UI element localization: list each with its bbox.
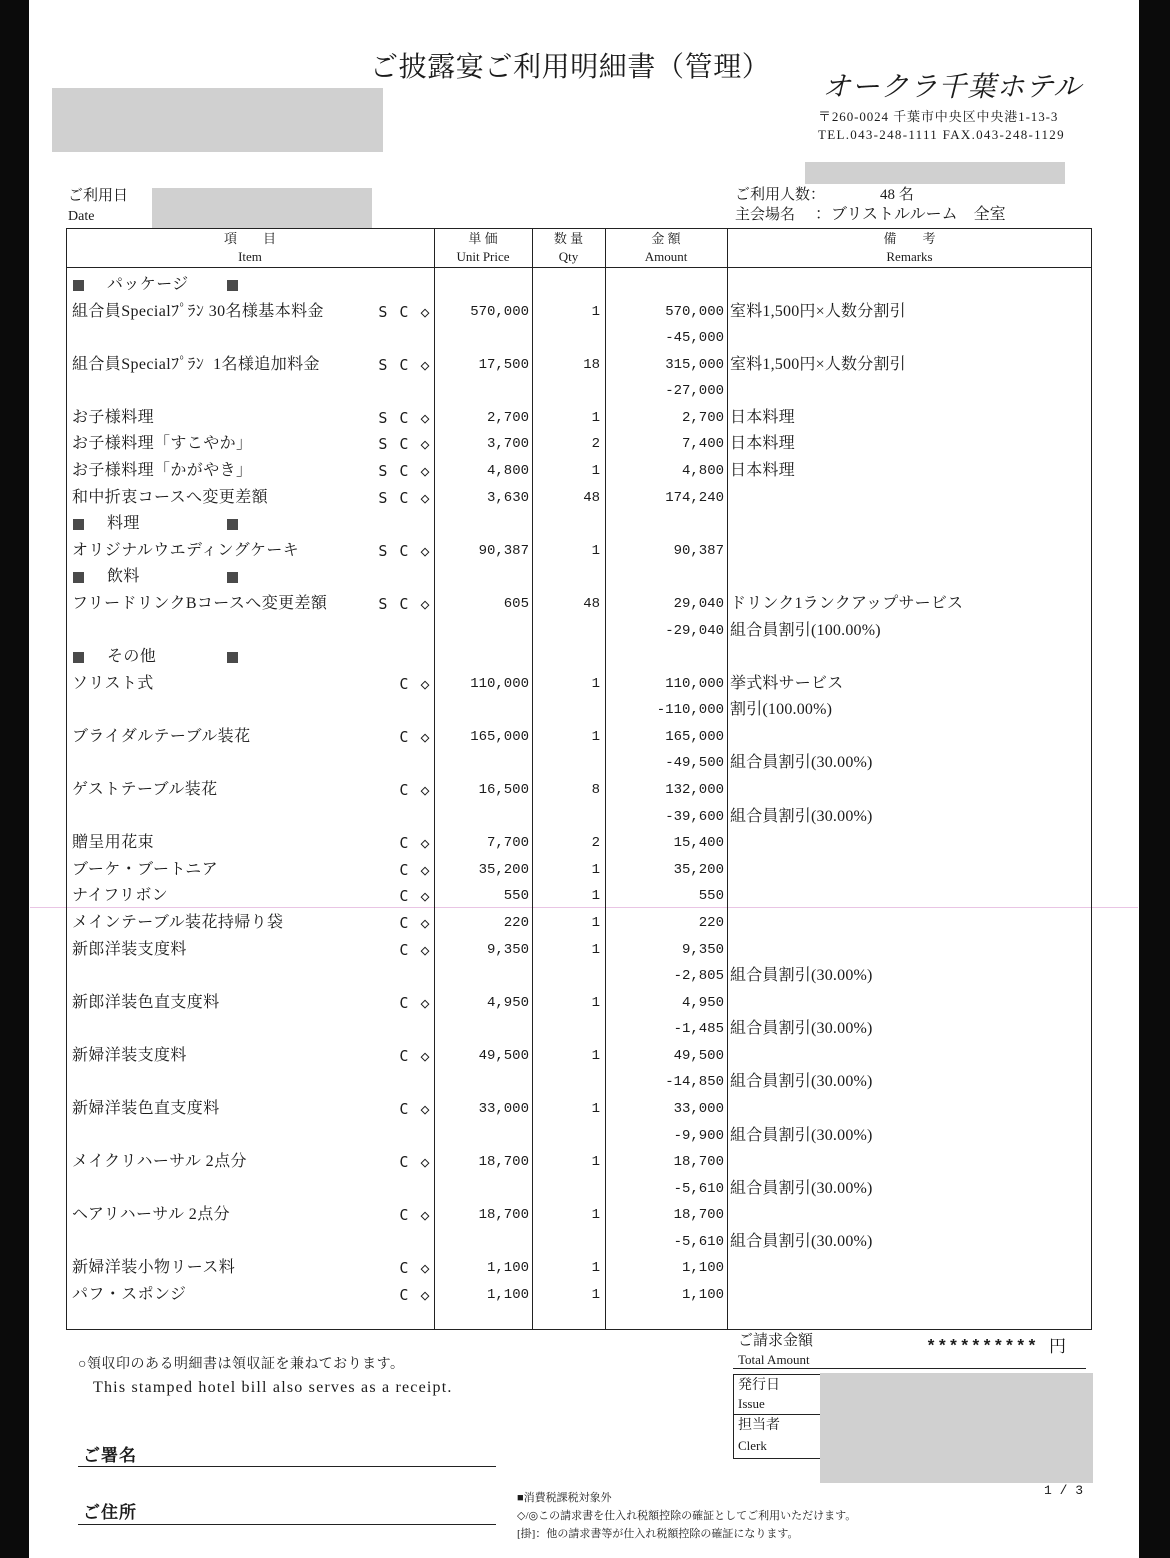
amount: 570,000 xyxy=(665,303,724,320)
discount-amount: -110,000 xyxy=(656,702,724,719)
total-label-ja: ご請求金額 xyxy=(738,1333,814,1349)
table-row xyxy=(0,990,1170,1017)
address-label: ご住所 xyxy=(83,1503,137,1522)
table-row xyxy=(0,857,1170,884)
section-marker-icon xyxy=(227,652,238,663)
discount-amount: -49,500 xyxy=(665,755,724,772)
unit-price: 49,500 xyxy=(478,1047,529,1064)
tax-code: C ◇ xyxy=(399,781,431,800)
discount-remarks: 組合員割引(30.00%) xyxy=(730,1020,873,1038)
venue-value: ：ブリストルルーム 全室 xyxy=(815,206,1006,223)
discount-remarks: 組合員割引(30.00%) xyxy=(730,1232,873,1250)
discount-amount: -29,040 xyxy=(665,622,724,639)
hotel-logo: オークラ千葉ホテル xyxy=(820,72,1089,103)
tax-code: S C ◇ xyxy=(378,594,431,613)
section-title: 飲料 xyxy=(107,568,140,586)
tax-code: S C ◇ xyxy=(378,488,431,507)
section-header-row xyxy=(0,564,1170,591)
discount-amount: -39,600 xyxy=(665,808,724,825)
receipt-note-en: This stamped hotel bill also serves as a receipt. xyxy=(93,1379,453,1396)
quantity: 1 xyxy=(591,1154,600,1171)
clerk-label-ja: 担当者 xyxy=(738,1418,780,1433)
quantity: 1 xyxy=(591,888,600,905)
section-title: その他 xyxy=(107,648,157,666)
discount-row xyxy=(0,325,1170,352)
hotel-address: 〒260-0024 千葉市中央区中央港1-13-3 xyxy=(818,109,1059,124)
item-name: ナイフリボン xyxy=(72,887,169,905)
unit-price: 550 xyxy=(503,888,529,905)
discount-amount: -27,000 xyxy=(665,383,724,400)
item-name: 贈呈用花束 xyxy=(72,834,155,852)
item-name: 新婦洋装小物リース料 xyxy=(72,1259,236,1277)
table-row xyxy=(0,458,1170,485)
tax-code: S C ◇ xyxy=(378,435,431,454)
unit-price: 3,700 xyxy=(486,436,529,453)
total-label-en: Total Amount xyxy=(738,1352,810,1367)
table-row xyxy=(0,1202,1170,1229)
table-row xyxy=(0,1149,1170,1176)
tax-code: C ◇ xyxy=(399,834,431,853)
section-marker-icon xyxy=(73,652,84,663)
page-number: 1 / 3 xyxy=(1044,1483,1084,1498)
tax-code: C ◇ xyxy=(399,727,431,746)
unit-price: 110,000 xyxy=(470,675,529,692)
tax-code: C ◇ xyxy=(399,1046,431,1065)
discount-row xyxy=(0,804,1170,831)
quantity: 1 xyxy=(591,1287,600,1304)
footnote: ◇/◎この請求書を仕入れ税額控除の確証としてご利用いただけます。 xyxy=(517,1510,857,1522)
tax-code: C ◇ xyxy=(399,860,431,879)
tax-code: C ◇ xyxy=(399,1206,431,1225)
amount: 110,000 xyxy=(665,675,724,692)
section-marker-icon xyxy=(73,572,84,583)
remarks: 挙式料サービス xyxy=(730,674,844,692)
unit-price: 570,000 xyxy=(470,303,529,320)
amount: 4,950 xyxy=(681,994,724,1011)
item-name: 組合員Specialﾌﾟﾗﾝ 30名様基本料金 xyxy=(72,302,324,320)
footnote: ■消費税課税対象外 xyxy=(517,1492,612,1504)
tax-code: C ◇ xyxy=(399,1099,431,1118)
discount-remarks: 組合員割引(30.00%) xyxy=(730,1179,873,1197)
table-row xyxy=(0,724,1170,751)
quantity: 1 xyxy=(591,303,600,320)
item-name: メインテーブル装花持帰り袋 xyxy=(72,913,284,931)
quantity: 1 xyxy=(591,409,600,426)
amount: 1,100 xyxy=(681,1287,724,1304)
discount-amount: -5,610 xyxy=(673,1233,724,1250)
unit-price: 7,700 xyxy=(486,835,529,852)
table-row xyxy=(0,910,1170,937)
section-marker-icon xyxy=(227,519,238,530)
quantity: 1 xyxy=(591,861,600,878)
column-header-item-en: Item xyxy=(238,249,262,264)
amount: 315,000 xyxy=(665,356,724,373)
discount-remarks: 割引(100.00%) xyxy=(730,701,833,719)
amount: 132,000 xyxy=(665,782,724,799)
discount-remarks: 組合員割引(30.00%) xyxy=(730,1126,873,1144)
quantity: 2 xyxy=(591,835,600,852)
table-row xyxy=(0,405,1170,432)
venue-label: 主会場名 xyxy=(735,207,796,223)
unit-price: 4,950 xyxy=(486,994,529,1011)
quantity: 1 xyxy=(591,463,600,480)
discount-remarks: 組合員割引(30.00%) xyxy=(730,807,873,825)
table-body xyxy=(0,272,1170,1312)
amount: 18,700 xyxy=(673,1207,724,1224)
tax-code: S C ◇ xyxy=(378,462,431,481)
item-name: お子様料理「すこやか」 xyxy=(72,435,253,453)
tax-code: C ◇ xyxy=(399,1153,431,1172)
quantity: 1 xyxy=(591,941,600,958)
section-header-row xyxy=(0,272,1170,299)
tax-code: C ◇ xyxy=(399,913,431,932)
quantity: 1 xyxy=(591,675,600,692)
remarks: 室料1,500円×人数分割引 xyxy=(730,355,906,373)
signature-line xyxy=(78,1466,496,1467)
discount-amount: -14,850 xyxy=(665,1074,724,1091)
quantity: 1 xyxy=(591,1260,600,1277)
remarks: 日本料理 xyxy=(730,408,795,426)
unit-price: 165,000 xyxy=(470,728,529,745)
unit-price: 605 xyxy=(503,595,529,612)
document-title: ご披露宴ご利用明細書（管理） xyxy=(370,52,771,83)
section-marker-icon xyxy=(73,280,84,291)
guests-label: ご利用人数： xyxy=(735,187,826,203)
amount: 29,040 xyxy=(673,595,724,612)
section-header-row xyxy=(0,511,1170,538)
remarks: 日本料理 xyxy=(730,462,795,480)
quantity: 1 xyxy=(591,994,600,1011)
table-row xyxy=(0,830,1170,857)
discount-row xyxy=(0,750,1170,777)
amount: 15,400 xyxy=(673,835,724,852)
unit-price: 33,000 xyxy=(478,1100,529,1117)
discount-row xyxy=(0,1176,1170,1203)
unit-price: 1,100 xyxy=(486,1287,529,1304)
table-row xyxy=(0,431,1170,458)
quantity: 1 xyxy=(591,1047,600,1064)
section-marker-icon xyxy=(227,280,238,291)
discount-row xyxy=(0,1069,1170,1096)
column-header-amount: 金 額 xyxy=(651,231,681,246)
amount: 9,350 xyxy=(681,941,724,958)
discount-row xyxy=(0,1229,1170,1256)
amount: 7,400 xyxy=(681,436,724,453)
tax-code: C ◇ xyxy=(399,1286,431,1305)
unit-price: 4,800 xyxy=(486,463,529,480)
unit-price: 16,500 xyxy=(478,782,529,799)
table-row xyxy=(0,352,1170,379)
receipt-note-ja: ○領収印のある明細書は領収証を兼ねております。 xyxy=(78,1357,405,1372)
item-name: 新郎洋装支度料 xyxy=(72,940,187,958)
quantity: 2 xyxy=(591,436,600,453)
discount-row xyxy=(0,697,1170,724)
quantity: 48 xyxy=(583,489,600,506)
hotel-contact: TEL.043-248-1111 FAX.043-248-1129 xyxy=(818,127,1065,142)
redacted-date-block xyxy=(152,188,372,228)
unit-price: 18,700 xyxy=(478,1154,529,1171)
discount-row xyxy=(0,963,1170,990)
unit-price: 220 xyxy=(503,914,529,931)
unit-price: 3,630 xyxy=(486,489,529,506)
amount: 2,700 xyxy=(681,409,724,426)
table-header-divider xyxy=(66,267,1092,268)
table-row xyxy=(0,883,1170,910)
section-marker-icon xyxy=(73,519,84,530)
unit-price: 90,387 xyxy=(478,542,529,559)
quantity: 18 xyxy=(583,356,600,373)
section-title: パッケージ xyxy=(107,276,189,293)
table-row xyxy=(0,591,1170,618)
column-header-qty: 数 量 xyxy=(553,231,584,246)
amount: 90,387 xyxy=(673,542,724,559)
tax-code: S C ◇ xyxy=(378,302,431,321)
issue-label-en: Issue xyxy=(738,1396,765,1411)
unit-price: 9,350 xyxy=(486,941,529,958)
tax-code: C ◇ xyxy=(399,940,431,959)
table-row xyxy=(0,538,1170,565)
unit-price: 2,700 xyxy=(486,409,529,426)
amount: 4,800 xyxy=(681,463,724,480)
tax-code: C ◇ xyxy=(399,993,431,1012)
remarks: 日本料理 xyxy=(730,435,795,453)
discount-row xyxy=(0,1016,1170,1043)
discount-remarks: 組合員割引(30.00%) xyxy=(730,967,873,985)
item-name: フリードリンクBコースへ変更差額 xyxy=(72,594,328,612)
quantity: 1 xyxy=(591,914,600,931)
discount-amount: -2,805 xyxy=(673,968,724,985)
remarks: ドリンク1ランクアップサービス xyxy=(730,594,964,612)
tax-code: C ◇ xyxy=(399,674,431,693)
item-name: 和中折衷コースへ変更差額 xyxy=(72,488,269,506)
table-row xyxy=(0,299,1170,326)
remarks: 室料1,500円×人数分割引 xyxy=(730,302,906,320)
item-name: 新郎洋装色直支度料 xyxy=(72,993,220,1011)
amount: 33,000 xyxy=(673,1100,724,1117)
tax-code: C ◇ xyxy=(399,887,431,906)
discount-remarks: 組合員割引(30.00%) xyxy=(730,1073,873,1091)
item-name: パフ・スポンジ xyxy=(72,1286,187,1304)
date-label-en: Date xyxy=(68,209,95,224)
quantity: 48 xyxy=(583,595,600,612)
column-header-remarks-en: Remarks xyxy=(886,249,933,264)
discount-row xyxy=(0,378,1170,405)
guests-value: 48 名 xyxy=(880,187,914,203)
discount-amount: -5,610 xyxy=(673,1180,724,1197)
section-header-row xyxy=(0,644,1170,671)
discount-row xyxy=(0,1123,1170,1150)
item-name: ブーケ・ブートニア xyxy=(72,860,219,878)
unit-price: 1,100 xyxy=(486,1260,529,1277)
quantity: 1 xyxy=(591,1207,600,1224)
issue-label-ja: 発行日 xyxy=(738,1378,780,1393)
discount-amount: -1,485 xyxy=(673,1021,724,1038)
amount: 1,100 xyxy=(681,1260,724,1277)
item-name: メイクリハーサル 2点分 xyxy=(72,1153,247,1171)
table-row xyxy=(0,1255,1170,1282)
quantity: 8 xyxy=(591,782,600,799)
item-name: お子様料理「かがやき」 xyxy=(72,462,253,480)
discount-amount: -45,000 xyxy=(665,330,724,347)
unit-price: 18,700 xyxy=(478,1207,529,1224)
tax-code: S C ◇ xyxy=(378,355,431,374)
item-name: ゲストテーブル装花 xyxy=(72,781,218,799)
section-marker-icon xyxy=(227,572,238,583)
tax-code: S C ◇ xyxy=(378,541,431,560)
redacted-issue-block xyxy=(820,1373,1093,1483)
amount: 49,500 xyxy=(673,1047,724,1064)
item-name: オリジナルウエディングケーキ xyxy=(72,541,300,559)
signature-label: ご署名 xyxy=(83,1446,137,1465)
table-row xyxy=(0,1282,1170,1309)
amount: 35,200 xyxy=(673,861,724,878)
section-title: 料理 xyxy=(107,515,140,533)
column-header-remarks: 備 考 xyxy=(883,231,936,246)
discount-remarks: 組合員割引(100.00%) xyxy=(730,621,881,639)
amount: 220 xyxy=(698,914,724,931)
footnote: [掛]：他の請求書等が仕入れ税額控除の確証になります。 xyxy=(517,1528,799,1540)
amount: 18,700 xyxy=(673,1154,724,1171)
unit-price: 35,200 xyxy=(478,861,529,878)
column-header-item: 項 目 xyxy=(223,231,276,246)
tax-code: S C ◇ xyxy=(378,408,431,427)
column-header-unit-price: 単 価 xyxy=(468,231,498,246)
table-row xyxy=(0,1043,1170,1070)
table-row xyxy=(0,777,1170,804)
table-row xyxy=(0,485,1170,512)
address-line xyxy=(78,1524,496,1525)
amount: 550 xyxy=(698,888,724,905)
item-name: お子様料理 xyxy=(72,408,155,426)
unit-price: 17,500 xyxy=(478,356,529,373)
column-header-unit-price-en: Unit Price xyxy=(456,249,510,264)
total-underline xyxy=(733,1368,1086,1369)
amount: 165,000 xyxy=(665,728,724,745)
table-row xyxy=(0,937,1170,964)
item-name: 新婦洋装色直支度料 xyxy=(72,1099,220,1117)
table-row xyxy=(0,1096,1170,1123)
date-label-ja: ご利用日 xyxy=(68,188,129,204)
discount-remarks: 組合員割引(30.00%) xyxy=(730,754,873,772)
quantity: 1 xyxy=(591,1100,600,1117)
issue-clerk-divider xyxy=(733,1414,820,1415)
total-currency: 円 xyxy=(1049,1337,1066,1356)
total-amount-value: ********** xyxy=(926,1338,1039,1357)
discount-row xyxy=(0,618,1170,645)
tax-code: C ◇ xyxy=(399,1259,431,1278)
item-name: 組合員Specialﾌﾟﾗﾝ 1名様追加料金 xyxy=(72,355,320,373)
item-name: ソリスト式 xyxy=(72,674,154,692)
quantity: 1 xyxy=(591,542,600,559)
item-name: ブライダルテーブル装花 xyxy=(72,727,251,745)
column-header-amount-en: Amount xyxy=(644,249,688,264)
redacted-reference-block xyxy=(805,162,1065,184)
clerk-label-en: Clerk xyxy=(738,1438,767,1453)
discount-amount: -9,900 xyxy=(673,1127,724,1144)
table-row xyxy=(0,671,1170,698)
item-name: ヘアリハーサル 2点分 xyxy=(72,1206,231,1224)
item-name: 新婦洋装支度料 xyxy=(72,1046,187,1064)
column-header-qty-en: Qty xyxy=(558,249,579,264)
amount: 174,240 xyxy=(665,489,724,506)
quantity: 1 xyxy=(591,728,600,745)
redacted-customer-block xyxy=(52,88,383,152)
